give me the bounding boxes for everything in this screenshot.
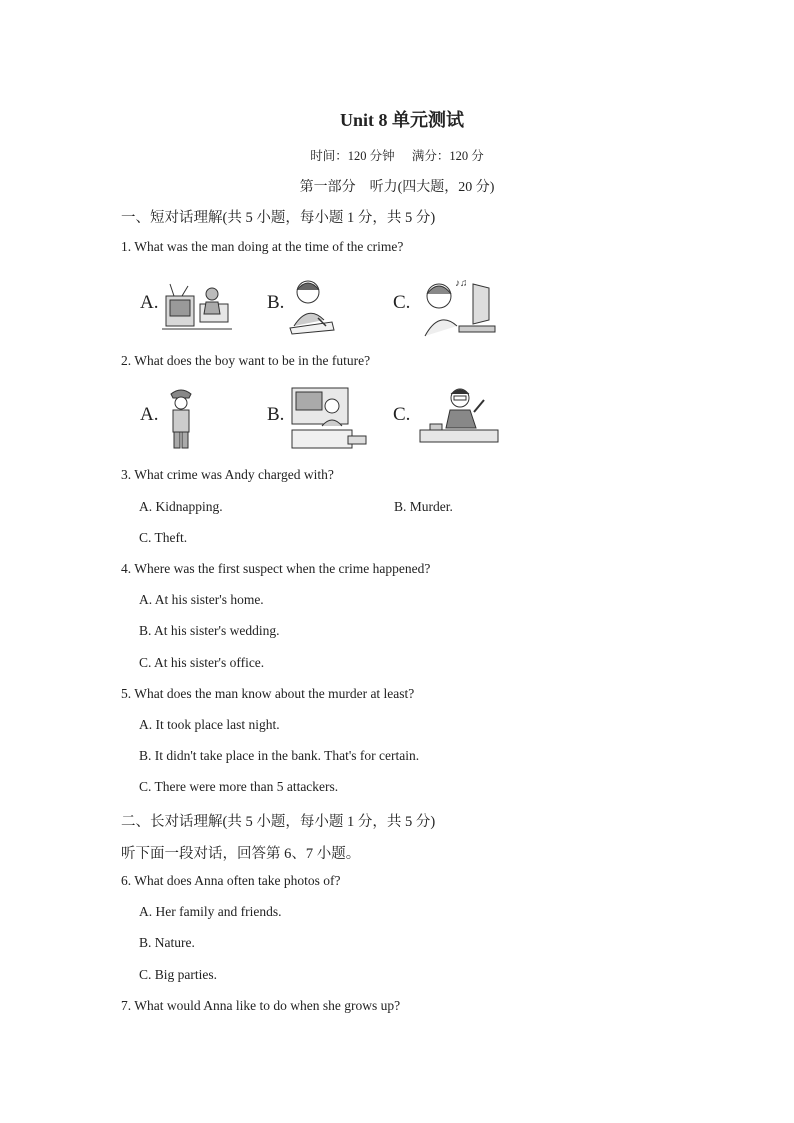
exam-time: 时间：120 分钟 bbox=[310, 149, 395, 163]
question-4: 4. Where was the first suspect when the crime happened? bbox=[121, 561, 431, 576]
section2-intro: 听下面一段对话，回答第 6、7 小题。 bbox=[121, 846, 361, 862]
question-2: 2. What does the boy want to be in the future? bbox=[121, 353, 371, 368]
q6-option-c[interactable]: C. Big parties. bbox=[139, 967, 217, 982]
question-2-pictures: A. B. C. bbox=[140, 386, 520, 452]
q3-option-c[interactable]: C. Theft. bbox=[139, 530, 188, 545]
question-1-pictures: A. B. C. ♪♫ bbox=[140, 274, 520, 340]
q6-option-a[interactable]: A. Her family and friends. bbox=[139, 904, 282, 919]
teacher-at-desk-icon bbox=[418, 386, 500, 446]
svg-text:♪♫: ♪♫ bbox=[455, 278, 468, 289]
q3-option-b[interactable]: B. Murder. bbox=[394, 499, 453, 514]
man-watching-tv-icon bbox=[162, 274, 232, 336]
q5-option-b[interactable]: B. It didn't take place in the bank. That's for certain. bbox=[139, 748, 420, 763]
q3-option-a[interactable]: A. Kidnapping. bbox=[139, 499, 223, 514]
question-3: 3. What crime was Andy charged with? bbox=[121, 467, 334, 482]
person-at-computer-with-music-icon bbox=[419, 274, 497, 338]
police-officer-icon bbox=[166, 386, 196, 450]
question-1: 1. What was the man doing at the time of the crime? bbox=[121, 239, 404, 254]
page-title: Unit 8 单元测试 bbox=[339, 110, 464, 130]
section1-heading: 一、短对话理解(共 5 小题，每小题 1 分，共 5 分) bbox=[121, 210, 436, 226]
exam-meta bbox=[0, 146, 794, 164]
section2-heading: 二、长对话理解(共 5 小题，每小题 1 分，共 5 分) bbox=[121, 814, 436, 830]
question-5: 5. What does the man know about the murder at least? bbox=[121, 686, 415, 701]
q5-option-c[interactable]: C. There were more than 5 attackers. bbox=[139, 779, 339, 794]
exam-score: 满分：120 分 bbox=[411, 149, 484, 163]
q5-option-a[interactable]: A. It took place last night. bbox=[139, 717, 280, 732]
person-writing-icon bbox=[288, 274, 336, 336]
question-6: 6. What does Anna often take photos of? bbox=[121, 873, 341, 888]
q4-option-a[interactable]: A. At his sister's home. bbox=[139, 592, 264, 607]
part-heading: 第一部分 听力(四大题，20 分) bbox=[299, 180, 495, 195]
office-worker-at-computer-icon bbox=[290, 386, 370, 452]
q4-option-b[interactable]: B. At his sister's wedding. bbox=[139, 623, 280, 638]
question-7: 7. What would Anna like to do when she grows up? bbox=[121, 998, 401, 1013]
q6-option-b[interactable]: B. Nature. bbox=[139, 935, 195, 950]
q4-option-c[interactable]: C. At his sister's office. bbox=[139, 655, 265, 670]
